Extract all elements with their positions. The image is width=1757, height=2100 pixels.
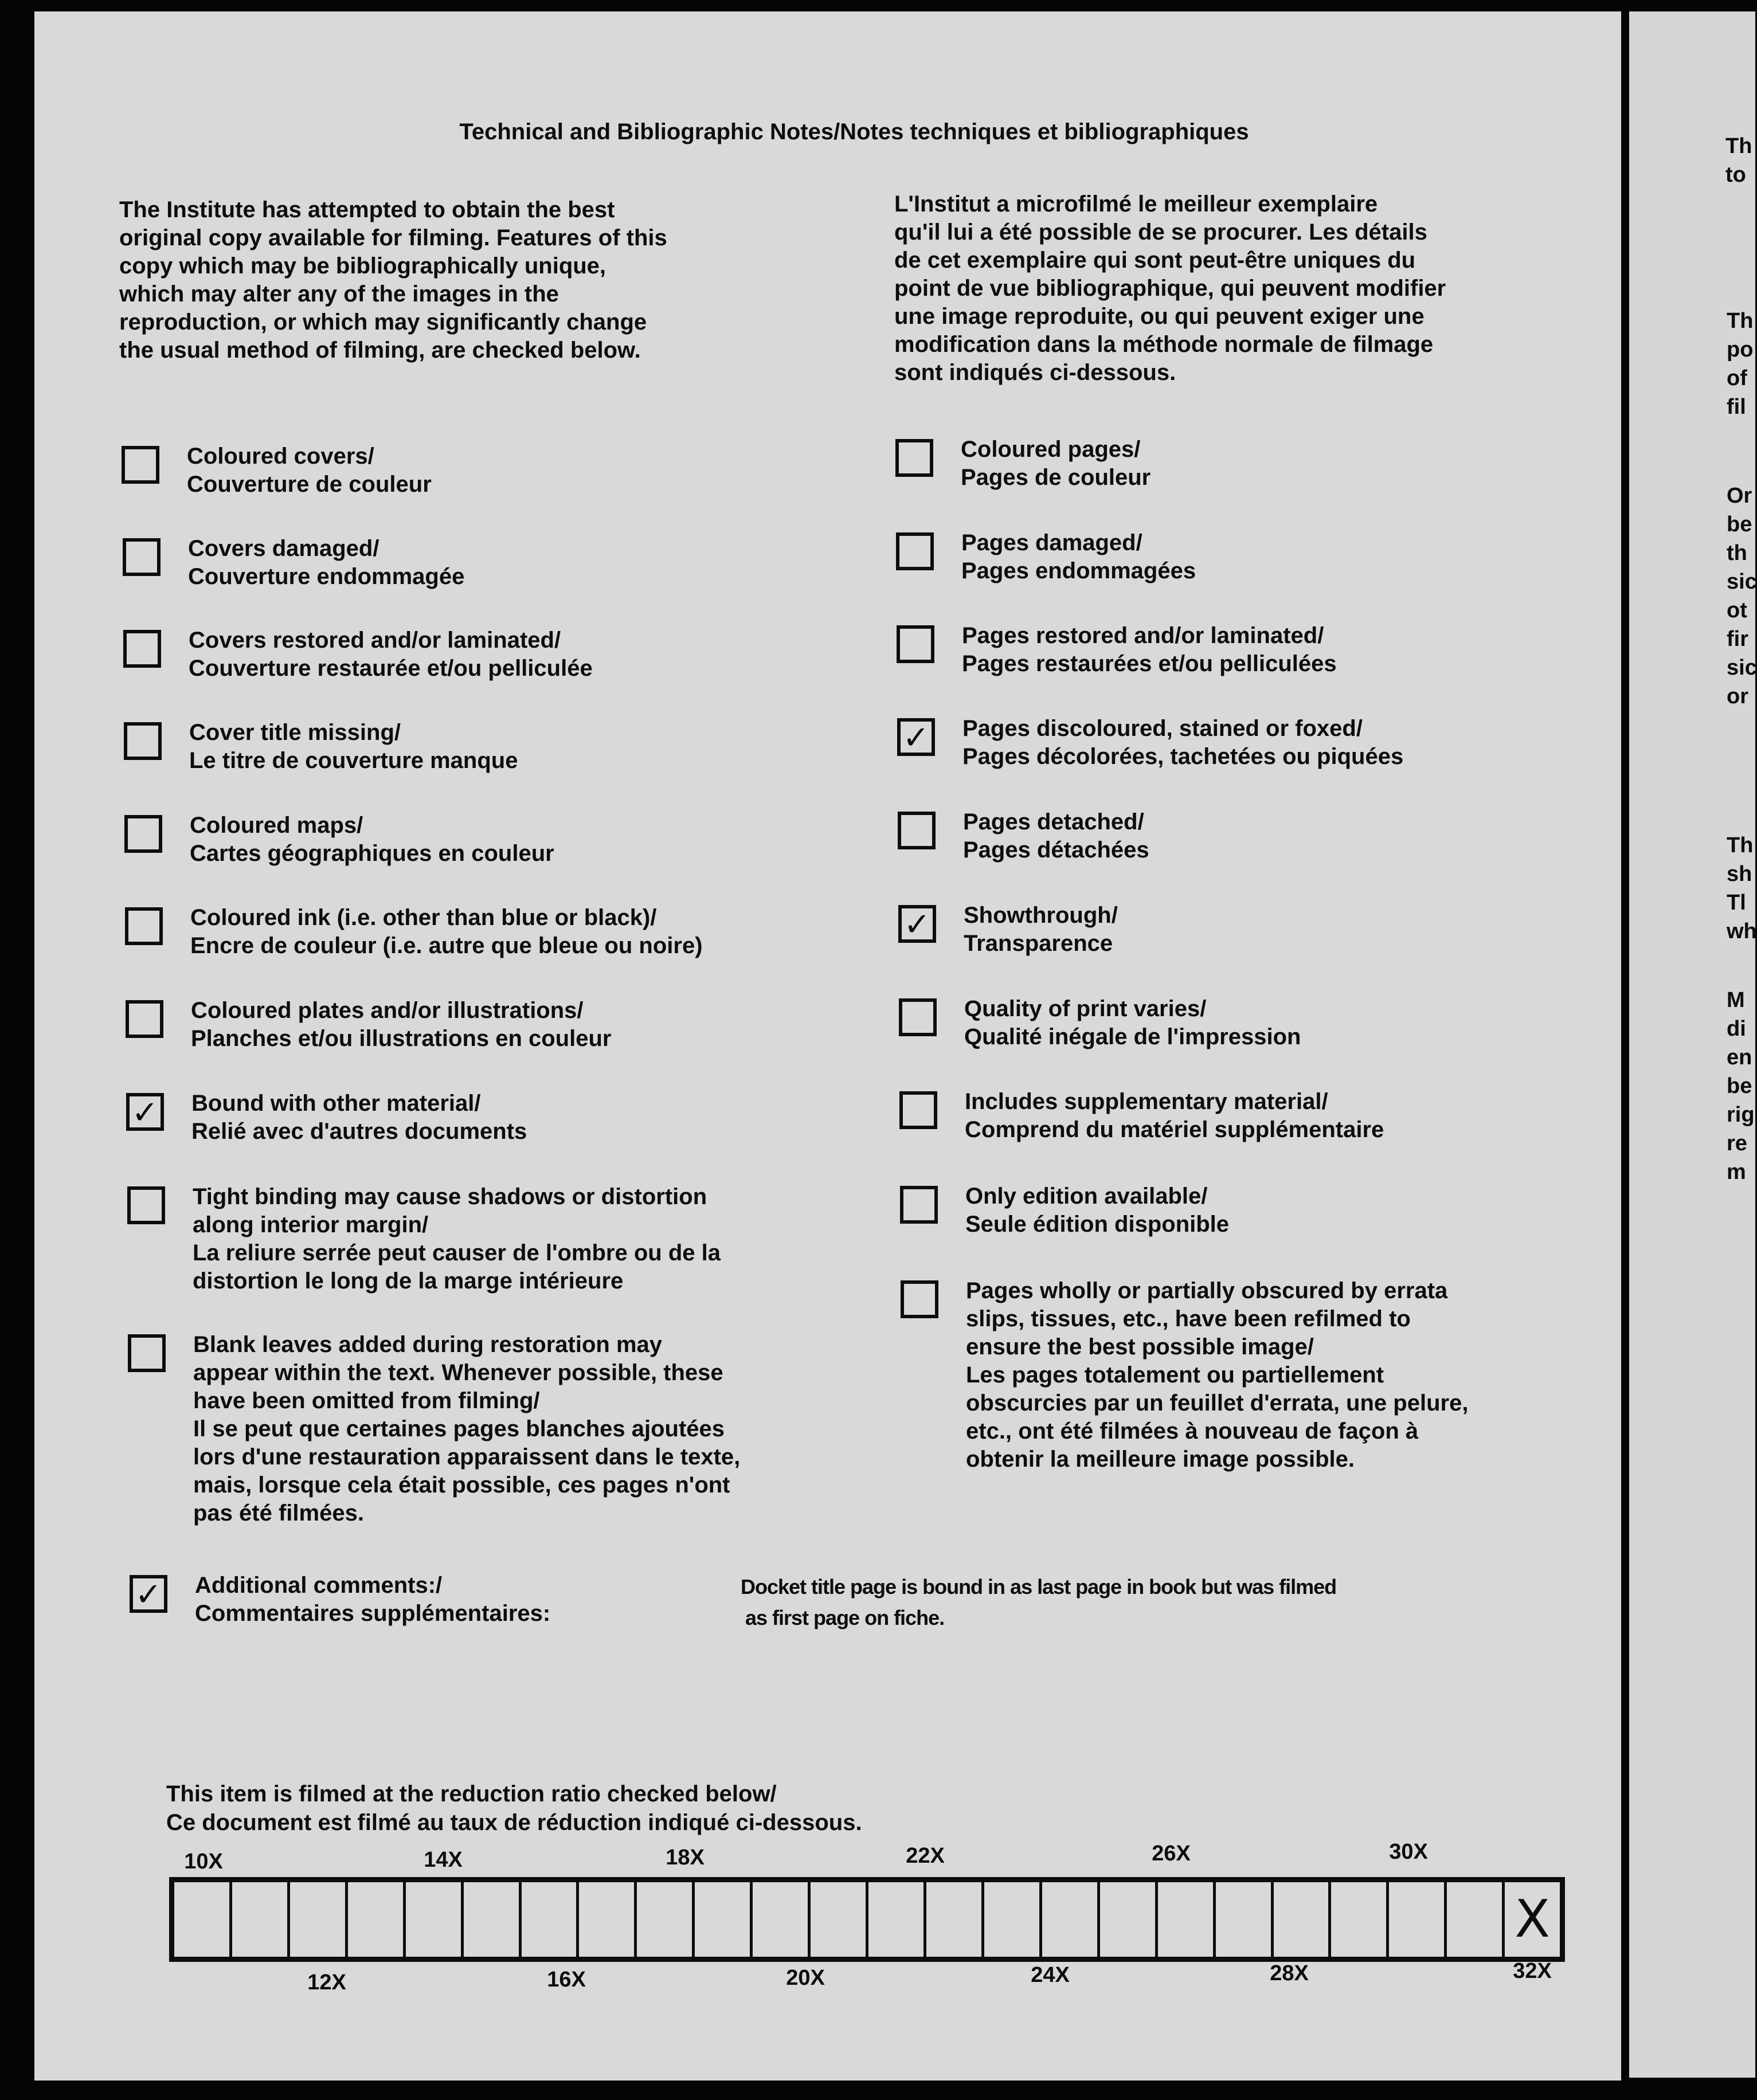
fragment-line: sic [1727, 570, 1757, 594]
checklist-item-pages-obscured[interactable] [901, 1277, 1468, 1474]
ratio-cell[interactable] [637, 1882, 695, 1957]
checklist-label [189, 626, 593, 683]
ratio-cell[interactable] [868, 1882, 926, 1957]
ratio-label-bottom: 24X [1031, 1963, 1070, 1987]
checkbox[interactable] [122, 446, 159, 484]
checkbox[interactable] [899, 1091, 937, 1129]
label-line-fr: distortion le long de la marge intérieure [193, 1268, 624, 1294]
checklist-item-cover-title-missing[interactable] [124, 719, 518, 775]
checklist-label [965, 1088, 1384, 1144]
page-title: Technical and Bibliographic Notes/Notes techniques et bibliographiques [459, 119, 1249, 144]
intro-line: qu'il lui a été possible de se procurer. Les détails [894, 220, 1427, 245]
intro-line: The Institute has attempted to obtain the best [119, 197, 615, 222]
ratio-cell[interactable] [1331, 1882, 1389, 1957]
checklist-label [962, 622, 1337, 678]
fragment-block [1727, 481, 1757, 711]
label-line-fr: etc., ont été filmées à nouveau de façon à [966, 1419, 1419, 1444]
reduction-line: Ce document est filmé au taux de réduction indiqué ci-dessous. [166, 1810, 862, 1835]
fragment-line: sh [1727, 862, 1752, 886]
checkbox[interactable] [126, 1093, 164, 1131]
fragment-line: po [1727, 338, 1754, 362]
checklist-label [964, 902, 1118, 958]
label-line-en: Pages detached/ [963, 809, 1144, 834]
checklist-item-tight-binding[interactable] [127, 1183, 721, 1295]
ratio-label-top: 10X [184, 1850, 223, 1874]
checklist-item-bound-with-other-material[interactable] [126, 1090, 527, 1146]
checklist-item-only-edition[interactable] [900, 1182, 1229, 1239]
fragment-line: be [1727, 1074, 1752, 1098]
fragment-line: Th [1727, 833, 1754, 857]
label-line-fr: Encre de couleur (i.e. autre que bleue ou noire) [190, 933, 703, 958]
checklist-label [193, 1331, 740, 1527]
ratio-label-bottom: 12X [307, 1970, 346, 1995]
fragment-line: Or [1727, 484, 1752, 508]
intro-line: original copy available for filming. Features of this [119, 225, 667, 250]
checkbox[interactable] [124, 815, 162, 853]
intro-line: sont indiqués ci-dessous. [894, 360, 1176, 385]
ratio-cell[interactable] [926, 1882, 984, 1957]
label-line-fr: Pages endommagées [961, 558, 1196, 583]
label-line-fr: Couverture endommagée [188, 564, 465, 589]
label-line-en: Pages wholly or partially obscured by errata [966, 1278, 1448, 1303]
checkbox[interactable] [898, 905, 936, 943]
label-line-en: Blank leaves added during restoration may [193, 1332, 663, 1357]
label-line-fr: Comprend du matériel supplémentaire [965, 1117, 1384, 1142]
intro-english [119, 196, 667, 365]
fragment-block [1727, 307, 1753, 421]
fragment-line: M [1727, 988, 1745, 1012]
label-line-en: Pages discoloured, stained or foxed/ [962, 716, 1363, 741]
label-line-en: Additional comments:/ [195, 1573, 443, 1598]
ratio-label-top: 26X [1152, 1842, 1191, 1866]
ratio-label-bottom: 28X [1270, 1961, 1309, 1985]
check-mark-icon: ✓ [903, 906, 931, 943]
label-line-en: Coloured plates and/or illustrations/ [191, 998, 584, 1023]
label-line-fr: obscurcies par un feuillet d'errata, une pelure, [966, 1390, 1469, 1416]
fragment-line: to [1725, 163, 1746, 187]
label-line-fr: Pages détachées [963, 837, 1149, 863]
label-line-en: Tight binding may cause shadows or distortion [193, 1184, 707, 1209]
ratio-label-top: 18X [666, 1846, 705, 1870]
intro-french [894, 190, 1446, 387]
fragment-block [1727, 831, 1757, 946]
checklist-item-pages-damaged[interactable] [896, 529, 1196, 585]
checklist-label [191, 997, 612, 1053]
additional-comment-text [741, 1572, 1336, 1633]
fragment-line: th [1727, 541, 1747, 565]
ratio-cell[interactable] [753, 1882, 811, 1957]
checkbox[interactable] [897, 718, 935, 756]
checklist-item-coloured-plates[interactable] [126, 997, 612, 1053]
check-mark-icon: ✓ [135, 1576, 162, 1613]
checklist-item-quality-of-print[interactable] [899, 995, 1301, 1051]
label-line-en: have been omitted from filming/ [193, 1388, 540, 1413]
label-line-en: Coloured covers/ [187, 444, 374, 469]
label-line-fr: Pages de couleur [961, 465, 1151, 490]
ratio-cell[interactable] [579, 1882, 637, 1957]
label-line-fr: Il se peut que certaines pages blanches ajoutées [193, 1416, 725, 1441]
ratio-cell[interactable] [1389, 1882, 1447, 1957]
ratio-label-top: 30X [1389, 1840, 1428, 1864]
fragment-line: of [1727, 366, 1747, 390]
label-line-fr: La reliure serrée peut causer de l'ombre ou de la [193, 1240, 721, 1266]
checklist-item-coloured-covers[interactable] [122, 442, 432, 499]
checklist-label [188, 535, 464, 591]
label-line-en: Only edition available/ [965, 1184, 1208, 1209]
checklist-item-additional-comments[interactable] [130, 1572, 550, 1628]
checklist-item-coloured-pages[interactable] [895, 436, 1151, 492]
intro-line: L'Institut a microfilmé le meilleur exemplaire [894, 191, 1378, 217]
intro-line: the usual method of filming, are checked below. [119, 338, 641, 363]
checkbox[interactable] [898, 812, 936, 849]
checkbox[interactable] [123, 630, 161, 668]
intro-line: point de vue bibliographique, qui peuvent modifier [894, 276, 1446, 301]
fragment-line: Th [1727, 309, 1754, 333]
checklist-label [965, 1182, 1229, 1239]
ratio-cell[interactable] [348, 1882, 406, 1957]
ratio-cell[interactable] [1158, 1882, 1216, 1957]
checklist-label [187, 442, 432, 499]
ratio-cell[interactable] [522, 1882, 580, 1957]
ratio-cell[interactable] [232, 1882, 290, 1957]
label-line-fr: Couverture restaurée et/ou pelliculée [189, 656, 593, 681]
checklist-label [193, 1183, 721, 1295]
fragment-line: be [1727, 512, 1752, 536]
adjacent-page-fragment [1629, 11, 1755, 2078]
fragment-line: re [1727, 1131, 1747, 1155]
checkbox[interactable] [895, 439, 933, 477]
label-line-fr: Seule édition disponible [965, 1212, 1230, 1237]
checklist-item-covers-restored[interactable] [123, 626, 593, 683]
notes-page [34, 11, 1621, 2081]
label-line-fr: Planches et/ou illustrations en couleur [191, 1026, 612, 1051]
label-line-en: Covers damaged/ [188, 536, 379, 561]
label-line-en: Pages restored and/or laminated/ [962, 623, 1324, 648]
checklist-item-covers-damaged[interactable] [123, 535, 464, 591]
ratio-label-bottom: 32X [1513, 1959, 1552, 1983]
label-line-fr: Commentaires supplémentaires: [195, 1601, 551, 1626]
label-line-en: Includes supplementary material/ [965, 1089, 1328, 1114]
checklist-label [189, 719, 518, 775]
label-line-en: Cover title missing/ [189, 720, 401, 745]
checklist-item-blank-leaves[interactable] [128, 1331, 740, 1527]
checklist-label [964, 995, 1301, 1051]
reduction-line: This item is filmed at the reduction ratio checked below/ [166, 1781, 777, 1807]
checklist-item-coloured-ink[interactable] [125, 904, 703, 960]
ratio-cell-32x-selected[interactable]: X [1515, 1889, 1550, 1949]
label-line-en: ensure the best possible image/ [966, 1334, 1314, 1359]
fragment-block [1727, 986, 1755, 1186]
checklist-item-coloured-maps[interactable] [124, 812, 554, 868]
check-mark-icon: ✓ [902, 719, 930, 757]
ratio-label-top: 22X [906, 1844, 945, 1868]
checkbox[interactable] [130, 1575, 167, 1613]
label-line-fr: Pages décolorées, tachetées ou piquées [962, 744, 1404, 769]
checklist-label [966, 1277, 1468, 1474]
ratio-cell[interactable] [1274, 1882, 1332, 1957]
checkbox[interactable] [899, 998, 937, 1036]
fragment-line: rig [1727, 1103, 1755, 1127]
ratio-cell[interactable] [290, 1882, 348, 1957]
ratio-cell[interactable] [1216, 1882, 1274, 1957]
checklist-item-showthrough[interactable] [898, 902, 1118, 958]
fragment-line: or [1727, 684, 1748, 708]
checklist-label [961, 529, 1196, 585]
ratio-label-bottom: 16X [547, 1968, 586, 1992]
intro-line: reproduction, or which may significantly change [119, 309, 647, 335]
fragment-line: fir [1727, 627, 1748, 651]
label-line-fr: Pages restaurées et/ou pelliculées [962, 651, 1337, 676]
label-line-en: slips, tissues, etc., have been refilmed to [966, 1306, 1411, 1331]
checklist-label [962, 715, 1403, 771]
label-line-en: Showthrough/ [964, 903, 1118, 928]
check-mark-icon: ✓ [131, 1094, 159, 1131]
checkbox[interactable] [896, 532, 934, 570]
checklist-label [190, 904, 703, 960]
intro-line: modification dans la méthode normale de filmage [894, 332, 1434, 357]
intro-line: which may alter any of the images in the [119, 281, 559, 307]
checklist-label [963, 808, 1149, 864]
checkbox[interactable] [126, 1000, 163, 1038]
ratio-cell[interactable] [174, 1882, 232, 1957]
label-line-fr: obtenir la meilleure image possible. [966, 1447, 1355, 1472]
ratio-cell[interactable] [464, 1882, 522, 1957]
checkbox[interactable] [125, 907, 163, 945]
ratio-cell[interactable] [1042, 1882, 1100, 1957]
intro-line: copy which may be bibliographically unique, [119, 253, 606, 279]
checkbox[interactable] [128, 1334, 166, 1372]
checkbox[interactable] [123, 538, 161, 576]
label-line-en: Pages damaged/ [961, 530, 1142, 555]
label-line-fr: Cartes géographiques en couleur [190, 841, 554, 866]
fragment-line: wh [1727, 919, 1757, 943]
checklist-label [191, 1090, 527, 1146]
label-line-en: Bound with other material/ [191, 1091, 481, 1116]
comment-line: Docket title page is bound in as last page in book but was filmed [741, 1575, 1337, 1598]
checklist-item-pages-restored[interactable] [897, 622, 1337, 678]
checklist-item-pages-discoloured[interactable] [897, 715, 1403, 771]
checkbox[interactable] [124, 722, 162, 760]
ratio-cell[interactable] [811, 1882, 868, 1957]
label-line-fr: Le titre de couverture manque [189, 748, 518, 773]
intro-line: une image reproduite, ou qui peuvent exiger une [894, 304, 1425, 329]
checkbox[interactable] [127, 1186, 165, 1224]
fragment-line: di [1727, 1017, 1746, 1041]
label-line-en: appear within the text. Whenever possible, these [193, 1360, 723, 1385]
checklist-label [190, 812, 554, 868]
label-line-fr: Transparence [964, 931, 1113, 956]
ratio-cell[interactable] [984, 1882, 1042, 1957]
checklist-label [195, 1572, 550, 1628]
fragment-line: sic [1727, 656, 1757, 680]
ratio-label-top: 14X [424, 1848, 463, 1872]
fragment-line: en [1727, 1045, 1752, 1069]
ratio-cell[interactable] [406, 1882, 464, 1957]
fragment-block [1725, 132, 1752, 189]
comment-line: as first page on fiche. [745, 1606, 945, 1629]
reduction-ratio-grid [169, 1877, 1565, 1962]
checklist-item-pages-detached[interactable] [898, 808, 1149, 864]
ratio-label-bottom: 20X [786, 1966, 825, 1990]
fragment-line: m [1727, 1160, 1746, 1184]
checkbox[interactable] [901, 1280, 938, 1318]
label-line-en: Covers restored and/or laminated/ [189, 628, 561, 653]
label-line-fr: Relié avec d'autres documents [191, 1119, 527, 1144]
label-line-en: Coloured ink (i.e. other than blue or black)/ [190, 905, 657, 930]
checkbox[interactable] [897, 625, 934, 663]
checkbox[interactable] [900, 1186, 938, 1224]
label-line-en: Coloured maps/ [190, 813, 363, 838]
label-line-fr: mais, lorsque cela était possible, ces pages n'ont [193, 1472, 730, 1498]
fragment-line: Th [1725, 134, 1752, 158]
reduction-ratio-notice [166, 1780, 862, 1837]
checklist-item-supplementary-material[interactable] [899, 1088, 1384, 1144]
label-line-fr: Couverture de couleur [187, 472, 432, 497]
label-line-en: Coloured pages/ [961, 437, 1141, 462]
label-line-fr: Qualité inégale de l'impression [964, 1024, 1301, 1049]
fragment-line: ot [1727, 598, 1747, 622]
label-line-fr: pas été filmées. [193, 1500, 364, 1526]
label-line-en: Quality of print varies/ [964, 996, 1207, 1021]
ratio-cell[interactable] [1447, 1882, 1505, 1957]
fragment-line: fil [1727, 395, 1746, 419]
ratio-cell[interactable] [695, 1882, 753, 1957]
fragment-line: Tl [1727, 891, 1746, 915]
label-line-fr: lors d'une restauration apparaissent dans le texte, [193, 1444, 741, 1470]
ratio-cell[interactable] [1100, 1882, 1158, 1957]
intro-line: de cet exemplaire qui sont peut-être uniques du [894, 248, 1416, 273]
label-line-fr: Les pages totalement ou partiellement [966, 1362, 1384, 1388]
checklist-label [961, 436, 1151, 492]
label-line-en: along interior margin/ [193, 1212, 429, 1237]
